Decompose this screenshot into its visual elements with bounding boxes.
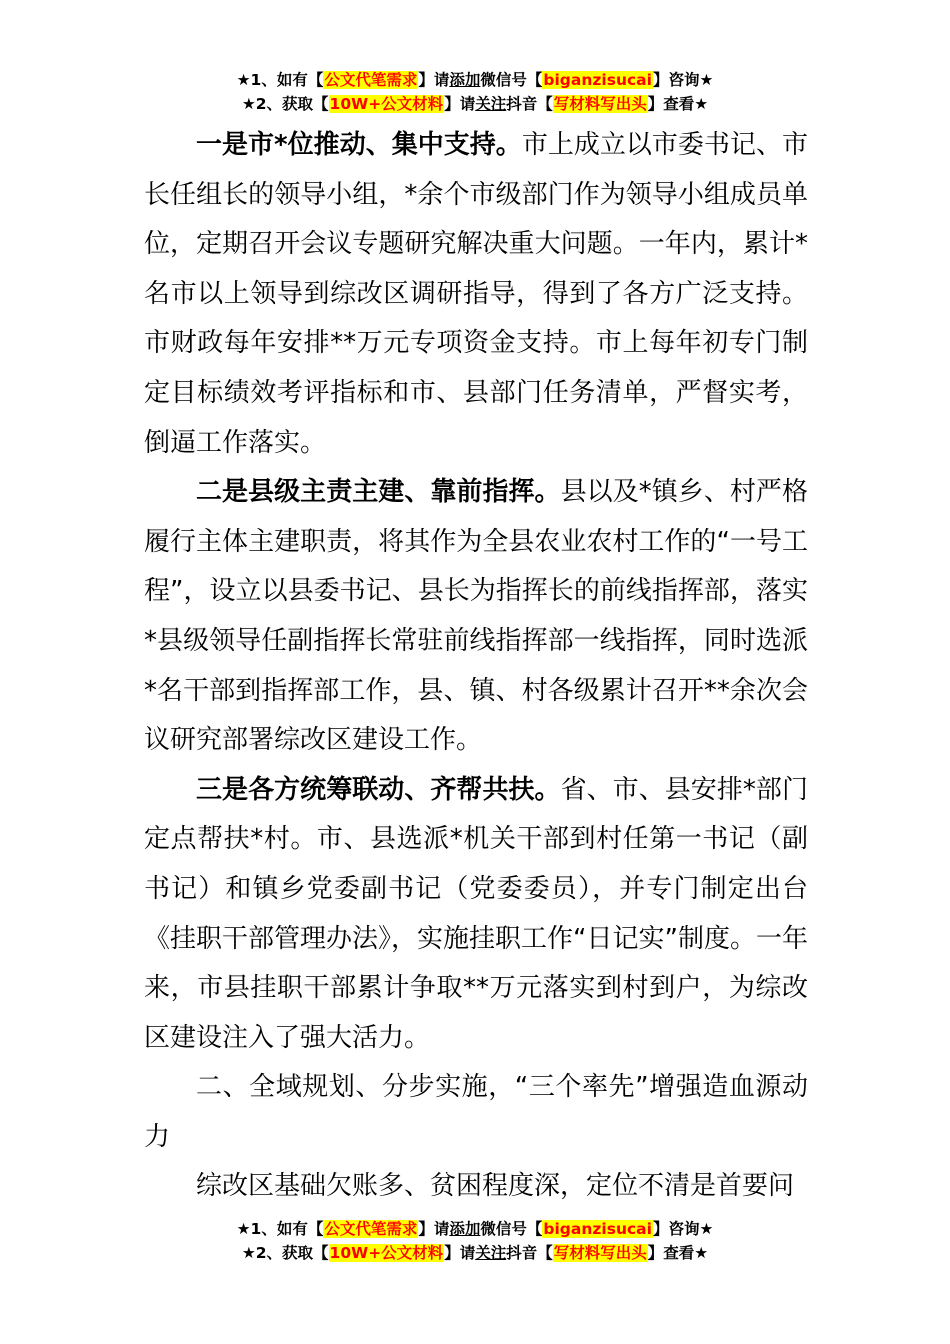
- paragraph-heading: 一是市*位推动、集中支持。: [196, 130, 522, 160]
- paragraph-heading: 二是县级主责主建、靠前指挥。: [196, 477, 561, 508]
- paragraph-text: 综改区基础欠账多、贫困程度深，定位不清是首要问: [196, 1171, 795, 1202]
- banner-highlight: 10W+公文材料: [329, 95, 444, 113]
- paragraph: [144, 468, 808, 766]
- banner-highlight: biganzisucai: [543, 1220, 652, 1238]
- banner-highlight: 公文代笔需求: [324, 1220, 418, 1238]
- section-heading-text: 二、全域规划、分步实施，“三个率先”增强造血源动力: [144, 1072, 808, 1152]
- banner-highlight: 10W+公文材料: [329, 1244, 444, 1262]
- paragraph-heading: 三是各方统筹联动、齐帮共扶。: [196, 774, 561, 805]
- banner-highlight: 写材料写出头: [553, 1244, 647, 1262]
- banner-line-1: ★1、如有【公文代笔需求】请添加微信号【biganzisucai】咨询★: [236, 1220, 714, 1238]
- paragraph: [144, 1162, 808, 1212]
- paragraph: [144, 121, 808, 468]
- paragraph: [144, 766, 808, 1064]
- paragraph-text: 省、市、县安排*部门定点帮扶*村。市、县选派*机关干部到村任第一书记（副书记）和镇乡党委副书记（党委委员），并专门制定出台《挂职干部管理办法》，实施挂职工作“日记实”制度。一年来，市县挂职干部累计争取**万元落实到村到户，为综改区建设注入了强大活力。: [144, 774, 808, 1053]
- top-banner: [0, 68, 950, 116]
- banner-highlight: 公文代笔需求: [324, 71, 418, 89]
- bottom-banner: [0, 1217, 950, 1265]
- paragraph-text: 县以及*镇乡、村严格履行主体主建职责，将其作为全县农业农村工作的“一号工程”，设立以县委书记、县长为指挥长的前线指挥部，落实*县级领导任副指挥长常驻前线指挥部一线指挥，同时选派*名干部到指挥部工作，县、镇、村各级累计召开**余次会议研究部署综改区建设工作。: [144, 477, 808, 756]
- paragraph-text: 市上成立以市委书记、市长任组长的领导小组，*余个市级部门作为领导小组成员单位，定期召开会议专题研究解决重大问题。一年内，累计*名市以上领导到综改区调研指导，得到了各方广泛支持。市财政每年安排**万元专项资金支持。市上每年初专门制定目标绩效考评指标和市、县部门任务清单，严督实考，倒逼工作落实。: [144, 130, 808, 458]
- banner-highlight: 写材料写出头: [553, 95, 647, 113]
- banner-line-1: ★1、如有【公文代笔需求】请添加微信号【biganzisucai】咨询★: [236, 71, 714, 89]
- banner-highlight: biganzisucai: [543, 71, 652, 89]
- banner-line-2: ★2、获取【10W+公文材料】请关注抖音【写材料写出头】查看★: [241, 1244, 709, 1262]
- document-body: [144, 121, 808, 1212]
- section-heading: [144, 1063, 808, 1162]
- banner-line-2: ★2、获取【10W+公文材料】请关注抖音【写材料写出头】查看★: [241, 95, 709, 113]
